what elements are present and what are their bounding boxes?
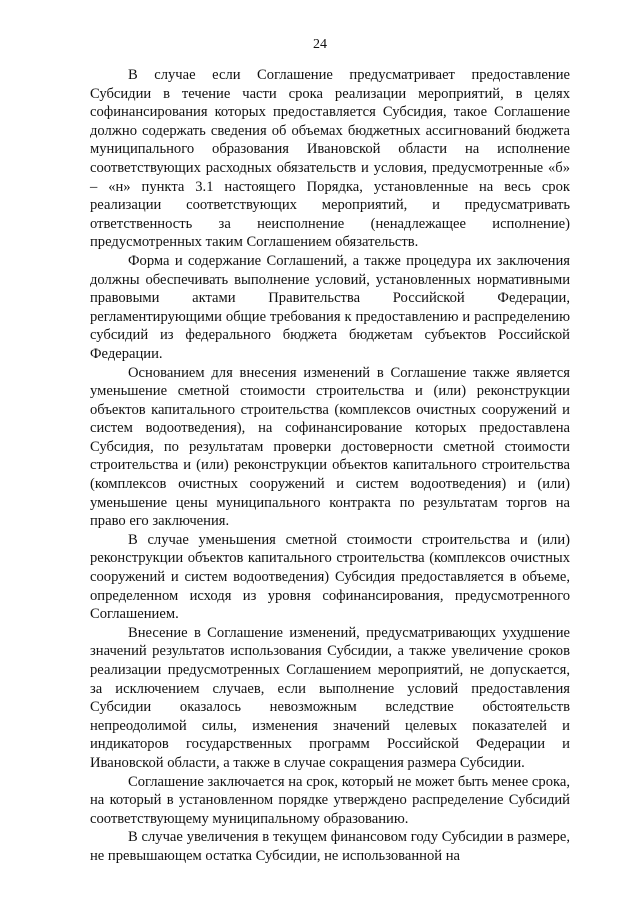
paragraph-2: Форма и содержание Соглашений, а также процедура их заключения должны обеспечивать выполнение условий, установленных нормативными правовыми актами Правительства Российской Федерации, регламентирующими общие требования к предоставлению и распределению субсидий из федерального бюджета бюджетам субъектов Российской Федерации. [90,252,570,362]
paragraph-7: В случае увеличения в текущем финансовом году Субсидии в размере, не превышающем остатка Субсидии, не использованной на [90,829,570,864]
body-text [90,66,570,866]
paragraph-1: В случае если Соглашение предусматривает предоставление Субсидии в течение части срока реализации мероприятий, в целях софинансирования которых предоставляется Субсидия, такое Соглашение должно содержать сведения об объемах бюджетных ассигнований бюджета муниципального образования Ивановской области на исполнение соответствующих расходных обязательств и условия, предусмотренные «б» – «н» пункта 3.1 настоящего Порядка, установленные на весь срок реализации соответствующих мероприятий, и предусматривать ответственность за неисполнение (ненадлежащее исполнение) предусмотренных таким Соглашением обязательств. [90,67,570,251]
paragraph-5: Внесение в Соглашение изменений, предусматривающих ухудшение значений результатов использования Субсидии, а также увеличение сроков реализации предусмотренных Соглашением мероприятий, не допускается, за исключением случаев, если выполнение условий предоставления Субсидии оказалось невозможным вследствие обстоятельств непреодолимой силы, изменения значений целевых показателей и индикаторов государственных программ Российской Федерации и Ивановской области, а также в случае сокращения размера Субсидии. [90,624,570,771]
paragraph-3: Основанием для внесения изменений в Соглашение также является уменьшение сметной стоимости строительства и (или) реконструкции объектов капитального строительства (комплексов очистных сооружений и систем водоотведения), на софинансирование которых предоставлена Субсидия, по результатам проверки достоверности сметной стоимости строительства и (или) реконструкции объектов капитального строительства (комплексов очистных сооружений и систем водоотведения) и (или) уменьшение цены муниципального контракта по результатам торгов на право его заключения. [90,364,570,530]
page-number: 24 [313,37,327,52]
paragraph-6: Соглашение заключается на срок, который не может быть менее срока, на который в установленном порядке утверждено распределение Субсидий соответствующему муниципальному образованию. [90,773,570,827]
paragraph-4: В случае уменьшения сметной стоимости строительства и (или) реконструкции объектов капитального строительства (комплексов очистных сооружений и систем водоотведения) Субсидия предоставляется в объеме, определенном исходя из уровня софинансирования, предусмотренного Соглашением. [90,531,570,623]
